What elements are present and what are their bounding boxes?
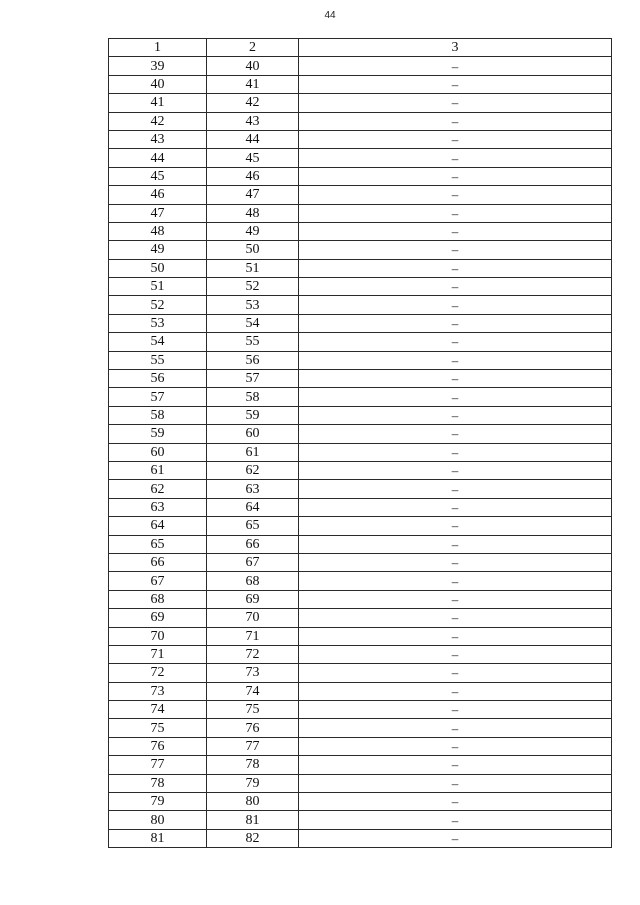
table-cell-col-2: 80	[207, 793, 299, 811]
table-row	[109, 609, 612, 627]
table-cell-col-3: –	[299, 664, 612, 682]
table-row	[109, 664, 612, 682]
table-row	[109, 314, 612, 332]
table-row	[109, 149, 612, 167]
table-cell-col-2: 67	[207, 553, 299, 571]
table-cell-col-2: 44	[207, 130, 299, 148]
table-cell-col-1: 39	[109, 57, 207, 75]
table-cell-col-1: 70	[109, 627, 207, 645]
table-cell-col-2: 52	[207, 278, 299, 296]
table-cell-col-1: 49	[109, 241, 207, 259]
table-row	[109, 682, 612, 700]
table-cell-col-2: 45	[207, 149, 299, 167]
table-cell-col-1: 62	[109, 480, 207, 498]
table-cell-col-1: 78	[109, 774, 207, 792]
table-row	[109, 829, 612, 847]
table-row	[109, 186, 612, 204]
table-row	[109, 167, 612, 185]
table-cell-col-3: –	[299, 57, 612, 75]
table-row	[109, 278, 612, 296]
table-cell-col-2: 79	[207, 774, 299, 792]
table-cell-col-3: –	[299, 130, 612, 148]
table-cell-col-2: 47	[207, 186, 299, 204]
table-cell-col-3: –	[299, 370, 612, 388]
table-cell-col-2: 42	[207, 94, 299, 112]
table-cell-col-2: 48	[207, 204, 299, 222]
table-cell-col-1: 56	[109, 370, 207, 388]
table-cell-col-1: 44	[109, 149, 207, 167]
table-row	[109, 443, 612, 461]
table-cell-col-3: –	[299, 645, 612, 663]
table-cell-col-2: 62	[207, 461, 299, 479]
table-cell-col-1: 60	[109, 443, 207, 461]
table-cell-col-2: 55	[207, 333, 299, 351]
table-row	[109, 553, 612, 571]
table-cell-col-2: 81	[207, 811, 299, 829]
table-cell-col-3: –	[299, 774, 612, 792]
table-cell-col-3: –	[299, 793, 612, 811]
table-cell-col-3: –	[299, 333, 612, 351]
table-cell-col-3: –	[299, 296, 612, 314]
table-cell-col-2: 60	[207, 425, 299, 443]
table-cell-col-2: 64	[207, 498, 299, 516]
table-cell-col-1: 68	[109, 590, 207, 608]
table-cell-col-3: –	[299, 682, 612, 700]
table-cell-col-2: 56	[207, 351, 299, 369]
table-cell-col-3: –	[299, 443, 612, 461]
table-cell-col-1: 69	[109, 609, 207, 627]
table-cell-col-3: –	[299, 388, 612, 406]
table-cell-col-1: 67	[109, 572, 207, 590]
table-cell-col-3: –	[299, 241, 612, 259]
table-cell-col-1: 66	[109, 553, 207, 571]
table-cell-col-2: 72	[207, 645, 299, 663]
table-cell-col-3: –	[299, 259, 612, 277]
table-row	[109, 259, 612, 277]
table-cell-col-1: 41	[109, 94, 207, 112]
table-cell-col-2: 63	[207, 480, 299, 498]
table-row	[109, 517, 612, 535]
table-cell-col-2: 82	[207, 829, 299, 847]
table-row	[109, 756, 612, 774]
table-cell-col-2: 74	[207, 682, 299, 700]
table-cell-col-2: 71	[207, 627, 299, 645]
table-cell-col-2: 75	[207, 701, 299, 719]
table-cell-col-1: 52	[109, 296, 207, 314]
table-cell-col-1: 79	[109, 793, 207, 811]
table-cell-col-1: 59	[109, 425, 207, 443]
table-cell-col-3: –	[299, 480, 612, 498]
table-row	[109, 425, 612, 443]
table-row	[109, 241, 612, 259]
table-cell-col-3: –	[299, 535, 612, 553]
table-cell-col-1: 45	[109, 167, 207, 185]
table-cell-col-3: –	[299, 75, 612, 93]
table-cell-col-1: 50	[109, 259, 207, 277]
table-cell-col-3: –	[299, 314, 612, 332]
table-row	[109, 370, 612, 388]
table-row	[109, 461, 612, 479]
table-row	[109, 811, 612, 829]
table-row	[109, 296, 612, 314]
table-row	[109, 112, 612, 130]
table-cell-col-1: 58	[109, 406, 207, 424]
header-row	[109, 39, 612, 57]
table-cell-col-2: 50	[207, 241, 299, 259]
table-header	[109, 39, 612, 57]
table-cell-col-1: 75	[109, 719, 207, 737]
table-row	[109, 94, 612, 112]
table-row	[109, 572, 612, 590]
table-row	[109, 627, 612, 645]
table-cell-col-1: 77	[109, 756, 207, 774]
table-cell-col-1: 81	[109, 829, 207, 847]
table-cell-col-1: 47	[109, 204, 207, 222]
table-cell-col-3: –	[299, 701, 612, 719]
table-cell-col-2: 70	[207, 609, 299, 627]
table-cell-col-2: 58	[207, 388, 299, 406]
column-header-1: 1	[109, 39, 207, 57]
table-cell-col-2: 40	[207, 57, 299, 75]
table-cell-col-3: –	[299, 94, 612, 112]
table-row	[109, 388, 612, 406]
table-cell-col-2: 73	[207, 664, 299, 682]
table-row	[109, 793, 612, 811]
table-cell-col-3: –	[299, 186, 612, 204]
table-row	[109, 75, 612, 93]
table-cell-col-3: –	[299, 278, 612, 296]
table-cell-col-3: –	[299, 222, 612, 240]
data-table	[108, 38, 612, 848]
table-cell-col-3: –	[299, 737, 612, 755]
table-row	[109, 535, 612, 553]
table-cell-col-2: 57	[207, 370, 299, 388]
table-cell-col-2: 66	[207, 535, 299, 553]
table-cell-col-1: 65	[109, 535, 207, 553]
table-cell-col-2: 68	[207, 572, 299, 590]
table-cell-col-1: 42	[109, 112, 207, 130]
table-cell-col-3: –	[299, 572, 612, 590]
table-cell-col-2: 61	[207, 443, 299, 461]
table-cell-col-3: –	[299, 425, 612, 443]
table-cell-col-1: 61	[109, 461, 207, 479]
table-row	[109, 774, 612, 792]
table-cell-col-3: –	[299, 719, 612, 737]
table-cell-col-1: 72	[109, 664, 207, 682]
table-row	[109, 406, 612, 424]
table-cell-col-3: –	[299, 627, 612, 645]
table-cell-col-2: 46	[207, 167, 299, 185]
table-cell-col-3: –	[299, 590, 612, 608]
table-cell-col-1: 80	[109, 811, 207, 829]
table-cell-col-1: 43	[109, 130, 207, 148]
table-cell-col-1: 40	[109, 75, 207, 93]
table-cell-col-3: –	[299, 829, 612, 847]
table-cell-col-2: 43	[207, 112, 299, 130]
table-cell-col-2: 78	[207, 756, 299, 774]
table-row	[109, 701, 612, 719]
table-row	[109, 204, 612, 222]
table-row	[109, 645, 612, 663]
table-cell-col-2: 77	[207, 737, 299, 755]
table-cell-col-1: 76	[109, 737, 207, 755]
table-row	[109, 333, 612, 351]
table-cell-col-2: 51	[207, 259, 299, 277]
table-cell-col-2: 76	[207, 719, 299, 737]
table-cell-col-3: –	[299, 811, 612, 829]
table-cell-col-2: 53	[207, 296, 299, 314]
table-cell-col-1: 64	[109, 517, 207, 535]
table-cell-col-2: 54	[207, 314, 299, 332]
table-row	[109, 719, 612, 737]
table-cell-col-2: 41	[207, 75, 299, 93]
table-row	[109, 222, 612, 240]
table-row	[109, 57, 612, 75]
table-cell-col-3: –	[299, 517, 612, 535]
table-cell-col-1: 46	[109, 186, 207, 204]
table-body	[109, 57, 612, 848]
table-cell-col-2: 69	[207, 590, 299, 608]
table-cell-col-3: –	[299, 112, 612, 130]
column-header-3: 3	[299, 39, 612, 57]
table-cell-col-3: –	[299, 609, 612, 627]
table-cell-col-3: –	[299, 461, 612, 479]
table-cell-col-2: 49	[207, 222, 299, 240]
table-cell-col-3: –	[299, 756, 612, 774]
table-row	[109, 498, 612, 516]
table-cell-col-3: –	[299, 204, 612, 222]
table-cell-col-1: 55	[109, 351, 207, 369]
table-cell-col-1: 54	[109, 333, 207, 351]
table-row	[109, 480, 612, 498]
column-header-2: 2	[207, 39, 299, 57]
table-cell-col-1: 74	[109, 701, 207, 719]
table-cell-col-3: –	[299, 351, 612, 369]
table-cell-col-2: 59	[207, 406, 299, 424]
table-row	[109, 130, 612, 148]
table-cell-col-1: 51	[109, 278, 207, 296]
page-number: 44	[324, 10, 336, 21]
table-cell-col-3: –	[299, 406, 612, 424]
table-cell-col-3: –	[299, 167, 612, 185]
table-cell-col-3: –	[299, 498, 612, 516]
table-cell-col-1: 48	[109, 222, 207, 240]
table-row	[109, 351, 612, 369]
table-cell-col-3: –	[299, 149, 612, 167]
table-cell-col-1: 57	[109, 388, 207, 406]
table-cell-col-1: 63	[109, 498, 207, 516]
table-cell-col-1: 73	[109, 682, 207, 700]
table-row	[109, 737, 612, 755]
table-cell-col-1: 53	[109, 314, 207, 332]
table-row	[109, 590, 612, 608]
table-cell-col-3: –	[299, 553, 612, 571]
table-cell-col-2: 65	[207, 517, 299, 535]
table-cell-col-1: 71	[109, 645, 207, 663]
